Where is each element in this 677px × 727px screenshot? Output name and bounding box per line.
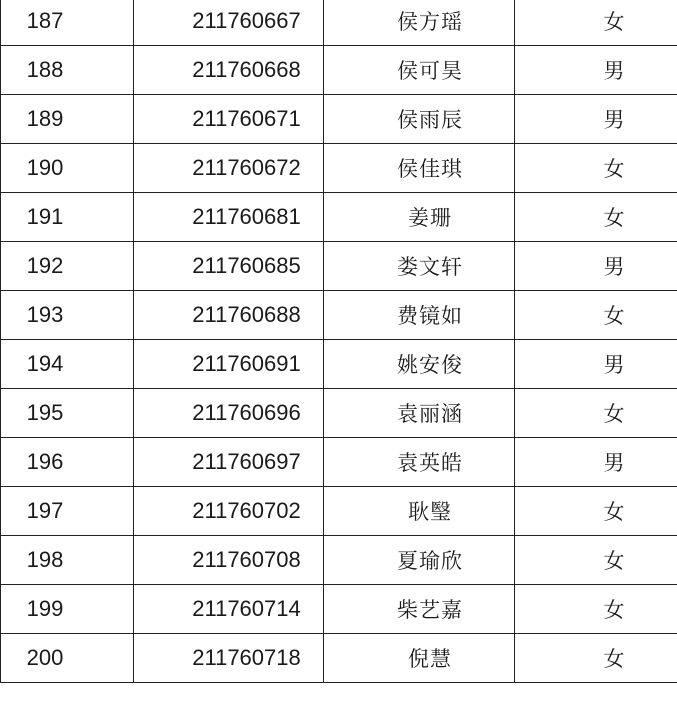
gender-cell: 男	[515, 438, 677, 487]
table-row	[1, 46, 677, 95]
table-row	[1, 0, 677, 46]
row-number-cell: 199	[1, 585, 134, 634]
row-number-cell: 191	[1, 193, 134, 242]
table-row	[1, 340, 677, 389]
student-name-cell: 姚安俊	[324, 340, 515, 389]
student-id-cell: 211760702	[134, 487, 324, 536]
student-id-cell: 211760681	[134, 193, 324, 242]
table-body	[1, 0, 677, 683]
student-id-cell: 211760688	[134, 291, 324, 340]
table-row	[1, 291, 677, 340]
table-row	[1, 634, 677, 683]
table-row	[1, 193, 677, 242]
gender-cell: 女	[515, 0, 677, 46]
row-number-cell: 198	[1, 536, 134, 585]
gender-cell: 男	[515, 95, 677, 144]
table-row	[1, 242, 677, 291]
gender-cell: 女	[515, 193, 677, 242]
student-name-cell: 费镜如	[324, 291, 515, 340]
student-name-cell: 袁丽涵	[324, 389, 515, 438]
student-name-cell: 袁英皓	[324, 438, 515, 487]
student-name-cell: 侯可昊	[324, 46, 515, 95]
table-row	[1, 144, 677, 193]
row-number-cell: 187	[1, 0, 134, 46]
row-number-cell: 189	[1, 95, 134, 144]
student-id-cell: 211760691	[134, 340, 324, 389]
row-number-cell: 195	[1, 389, 134, 438]
table-row	[1, 95, 677, 144]
table-row	[1, 438, 677, 487]
gender-cell: 男	[515, 46, 677, 95]
row-number-cell: 190	[1, 144, 134, 193]
student-id-cell: 211760685	[134, 242, 324, 291]
student-name-cell: 侯佳琪	[324, 144, 515, 193]
table-row	[1, 585, 677, 634]
student-name-cell: 柴艺嘉	[324, 585, 515, 634]
student-id-cell: 211760696	[134, 389, 324, 438]
row-number-cell: 197	[1, 487, 134, 536]
student-id-cell: 211760718	[134, 634, 324, 683]
table-row	[1, 487, 677, 536]
student-name-cell: 倪慧	[324, 634, 515, 683]
table-row	[1, 536, 677, 585]
student-name-cell: 姜珊	[324, 193, 515, 242]
student-id-cell: 211760667	[134, 0, 324, 46]
table-row	[1, 389, 677, 438]
row-number-cell: 193	[1, 291, 134, 340]
row-number-cell: 194	[1, 340, 134, 389]
row-number-cell: 192	[1, 242, 134, 291]
student-name-cell: 娄文轩	[324, 242, 515, 291]
gender-cell: 女	[515, 536, 677, 585]
student-name-cell: 耿瑿	[324, 487, 515, 536]
student-id-cell: 211760708	[134, 536, 324, 585]
student-id-cell: 211760668	[134, 46, 324, 95]
student-id-cell: 211760714	[134, 585, 324, 634]
gender-cell: 女	[515, 634, 677, 683]
row-number-cell: 188	[1, 46, 134, 95]
student-id-cell: 211760697	[134, 438, 324, 487]
student-name-cell: 夏瑜欣	[324, 536, 515, 585]
gender-cell: 男	[515, 242, 677, 291]
row-number-cell: 200	[1, 634, 134, 683]
student-id-cell: 211760672	[134, 144, 324, 193]
row-number-cell: 196	[1, 438, 134, 487]
student-name-cell: 侯方瑶	[324, 0, 515, 46]
gender-cell: 女	[515, 389, 677, 438]
gender-cell: 女	[515, 291, 677, 340]
gender-cell: 女	[515, 585, 677, 634]
student-id-cell: 211760671	[134, 95, 324, 144]
gender-cell: 男	[515, 340, 677, 389]
gender-cell: 女	[515, 487, 677, 536]
gender-cell: 女	[515, 144, 677, 193]
student-name-cell: 侯雨辰	[324, 95, 515, 144]
